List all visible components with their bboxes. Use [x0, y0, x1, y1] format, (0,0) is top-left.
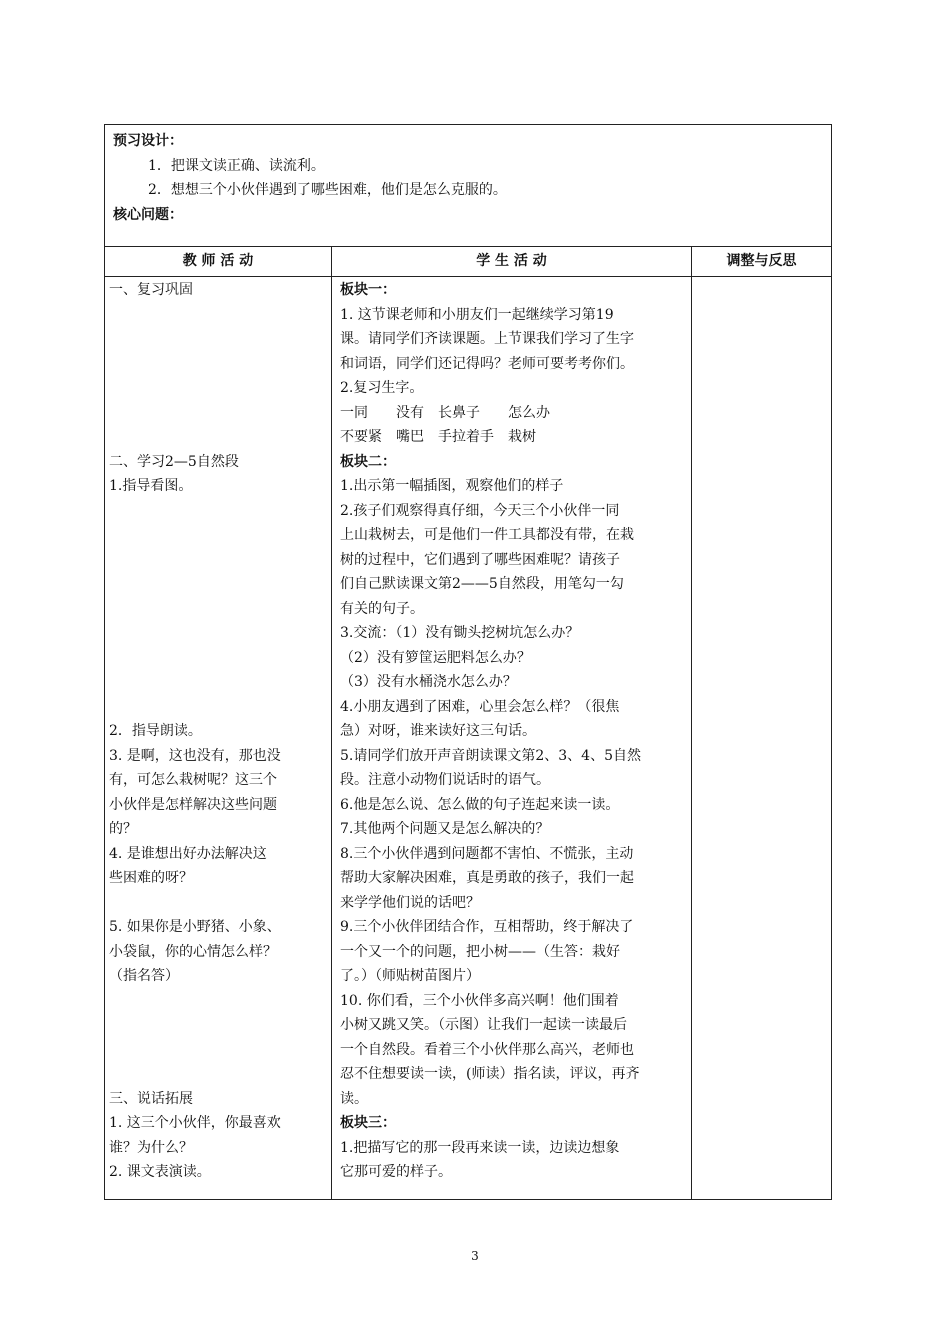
- student-activity-line: 1.把描写它的那一段再来读一读，边读边想象: [340, 1139, 620, 1156]
- blank-line: [109, 523, 331, 548]
- prep-item: 1．把课文读正确、读流利。: [148, 157, 325, 174]
- teacher-activity-line: 5. 如果你是小野猪、小象、: [109, 919, 281, 935]
- blank-line: [109, 989, 331, 1014]
- student-activity-line: 9.三个小伙伴团结合作，互相帮助，终于解决了: [340, 919, 634, 935]
- prep-item: 2．想想三个小伙伴遇到了哪些困难，他们是怎么克服的。: [148, 182, 507, 198]
- teacher-activity-line: 2．指导朗读。: [109, 723, 202, 739]
- student-activity-line: 1. 这节课老师和小朋友们一起继续学习第19: [340, 306, 614, 323]
- lesson-table: [104, 124, 832, 1200]
- table-header-row: [105, 247, 831, 277]
- teacher-activity-line: 些困难的呀？: [109, 870, 193, 886]
- section-heading: 板块三：: [340, 1115, 396, 1131]
- teacher-activity-line: 4. 是谁想出好办法解决这: [109, 845, 267, 862]
- student-activity-line: 一同 没有 长鼻子 怎么办: [340, 404, 550, 421]
- teacher-activity-line: 3. 是啊，这也没有，那也没: [109, 747, 281, 764]
- student-activity-line: 忍不住想要读一读，(师读）指名读，评议，再齐: [340, 1066, 640, 1082]
- blank-line: [109, 1013, 331, 1038]
- student-activity-line: 1.出示第一幅插图，观察他们的样子: [340, 478, 564, 494]
- student-activity-line: 们自己默读课文第2——5自然段，用笔勾一勾: [340, 576, 624, 592]
- blank-line: [109, 352, 331, 377]
- teacher-activity-line: 2. 课文表演读。: [109, 1164, 211, 1180]
- teacher-activity-line: 谁？为什么？: [109, 1139, 193, 1156]
- teacher-activity-line: 小伙伴是怎样解决这些问题: [109, 796, 277, 813]
- section-heading: 板块一：: [340, 282, 396, 298]
- blank-line: [109, 646, 331, 671]
- prep-title: 预习设计：: [113, 133, 183, 149]
- blank-line: [109, 695, 331, 720]
- student-activity-line: 2.孩子们观察得真仔细，今天三个小伙伴一同: [340, 502, 620, 519]
- section-heading: 板块二：: [340, 453, 396, 470]
- blank-line: [109, 891, 331, 916]
- student-activity-line: 上山栽树去，可是他们一件工具都没有带，在栽: [340, 527, 634, 543]
- student-activity-line: 10. 你们看，三个小伙伴多高兴啊！他们围着: [340, 992, 619, 1009]
- core-question-title: 核心问题：: [113, 206, 183, 223]
- prep-section: [105, 125, 831, 247]
- student-activity-line: 树的过程中，它们遇到了哪些困难呢？请孩子: [340, 551, 620, 568]
- student-activity-line: 8.三个小伙伴遇到问题都不害怕、不慌张，主动: [340, 845, 634, 862]
- blank-line: [109, 401, 331, 426]
- student-activity-line: 5.请同学们放开声音朗读课文第2、3、4、5自然: [340, 747, 641, 764]
- blank-line: [109, 597, 331, 622]
- teacher-activity-line: （指名答）: [109, 968, 179, 984]
- teacher-activity-line: 三、说话拓展: [109, 1090, 193, 1107]
- header-student-activity: 学 生 活 动: [476, 253, 547, 269]
- student-activity-line: 一个又一个的问题，把小树——（生答：栽好: [340, 943, 620, 960]
- blank-line: [109, 621, 331, 646]
- student-activity-line: （2）没有箩筐运肥料怎么办？: [340, 649, 531, 666]
- student-activity-line: 6.他是怎么说、怎么做的句子连起来读一读。: [340, 796, 620, 813]
- teacher-activity-line: 小袋鼠，你的心情怎么样？: [109, 943, 277, 960]
- header-adjust-reflect: 调整与反思: [726, 253, 797, 269]
- student-activity-line: 4.小朋友遇到了困难，心里会怎么样？（很焦: [340, 698, 620, 715]
- student-activity-line: （3）没有水桶浇水怎么办？: [340, 674, 517, 690]
- student-activity-line: 来学学他们说的话吧？: [340, 894, 480, 911]
- teacher-activity-line: 的？: [109, 821, 137, 837]
- student-activity-line: 3.交流：（1）没有锄头挖树坑怎么办？: [340, 625, 580, 641]
- student-activity-line: 2.复习生字。: [340, 380, 424, 396]
- blank-line: [109, 572, 331, 597]
- blank-line: [109, 425, 331, 450]
- student-activity-line: 不要紧 嘴巴 手拉着手 栽树: [340, 429, 536, 445]
- blank-line: [109, 303, 331, 328]
- student-activity-line: 读。: [340, 1090, 368, 1107]
- student-activity-line: 课。请同学们齐读课题。上节课我们学习了生字: [340, 331, 634, 347]
- blank-line: [109, 670, 331, 695]
- blank-line: [109, 1062, 331, 1087]
- teacher-activity-column: [109, 278, 331, 1185]
- teacher-activity-line: 有，可怎么栽树呢？这三个: [109, 772, 277, 788]
- blank-line: [109, 376, 331, 401]
- blank-line: [109, 327, 331, 352]
- student-activity-line: 它那可爱的样子。: [340, 1164, 452, 1180]
- student-activity-line: 和词语，同学们还记得吗？老师可要考考你们。: [340, 355, 634, 372]
- student-activity-line: 有关的句子。: [340, 600, 424, 617]
- student-activity-line: 帮助大家解决困难，真是勇敢的孩子，我们一起: [340, 870, 634, 886]
- student-activity-line: 7.其他两个问题又是怎么解决的？: [340, 821, 550, 837]
- teacher-activity-line: 1. 这三个小伙伴，你最喜欢: [109, 1115, 281, 1131]
- student-activity-column: [337, 278, 692, 1185]
- teacher-activity-line: 一、复习巩固: [109, 282, 193, 298]
- student-activity-line: 急）对呀，谁来读好这三句话。: [340, 723, 536, 739]
- blank-line: [109, 1038, 331, 1063]
- student-activity-line: 段。注意小动物们说话时的语气。: [340, 772, 550, 788]
- teacher-activity-line: 二、学习2—5自然段: [109, 453, 239, 470]
- header-teacher-activity: 教 师 活 动: [182, 253, 254, 269]
- blank-line: [109, 499, 331, 524]
- column-divider: [331, 247, 332, 1199]
- student-activity-line: 小树又跳又笑。（示图）让我们一起读一读最后: [340, 1017, 627, 1033]
- student-activity-line: 一个自然段。看着三个小伙伴那么高兴，老师也: [340, 1041, 634, 1058]
- page-number: 3: [471, 1249, 479, 1263]
- teacher-activity-line: 1.指导看图。: [109, 478, 193, 494]
- student-activity-line: 了。）（师贴树苗图片）: [340, 968, 480, 984]
- blank-line: [109, 548, 331, 573]
